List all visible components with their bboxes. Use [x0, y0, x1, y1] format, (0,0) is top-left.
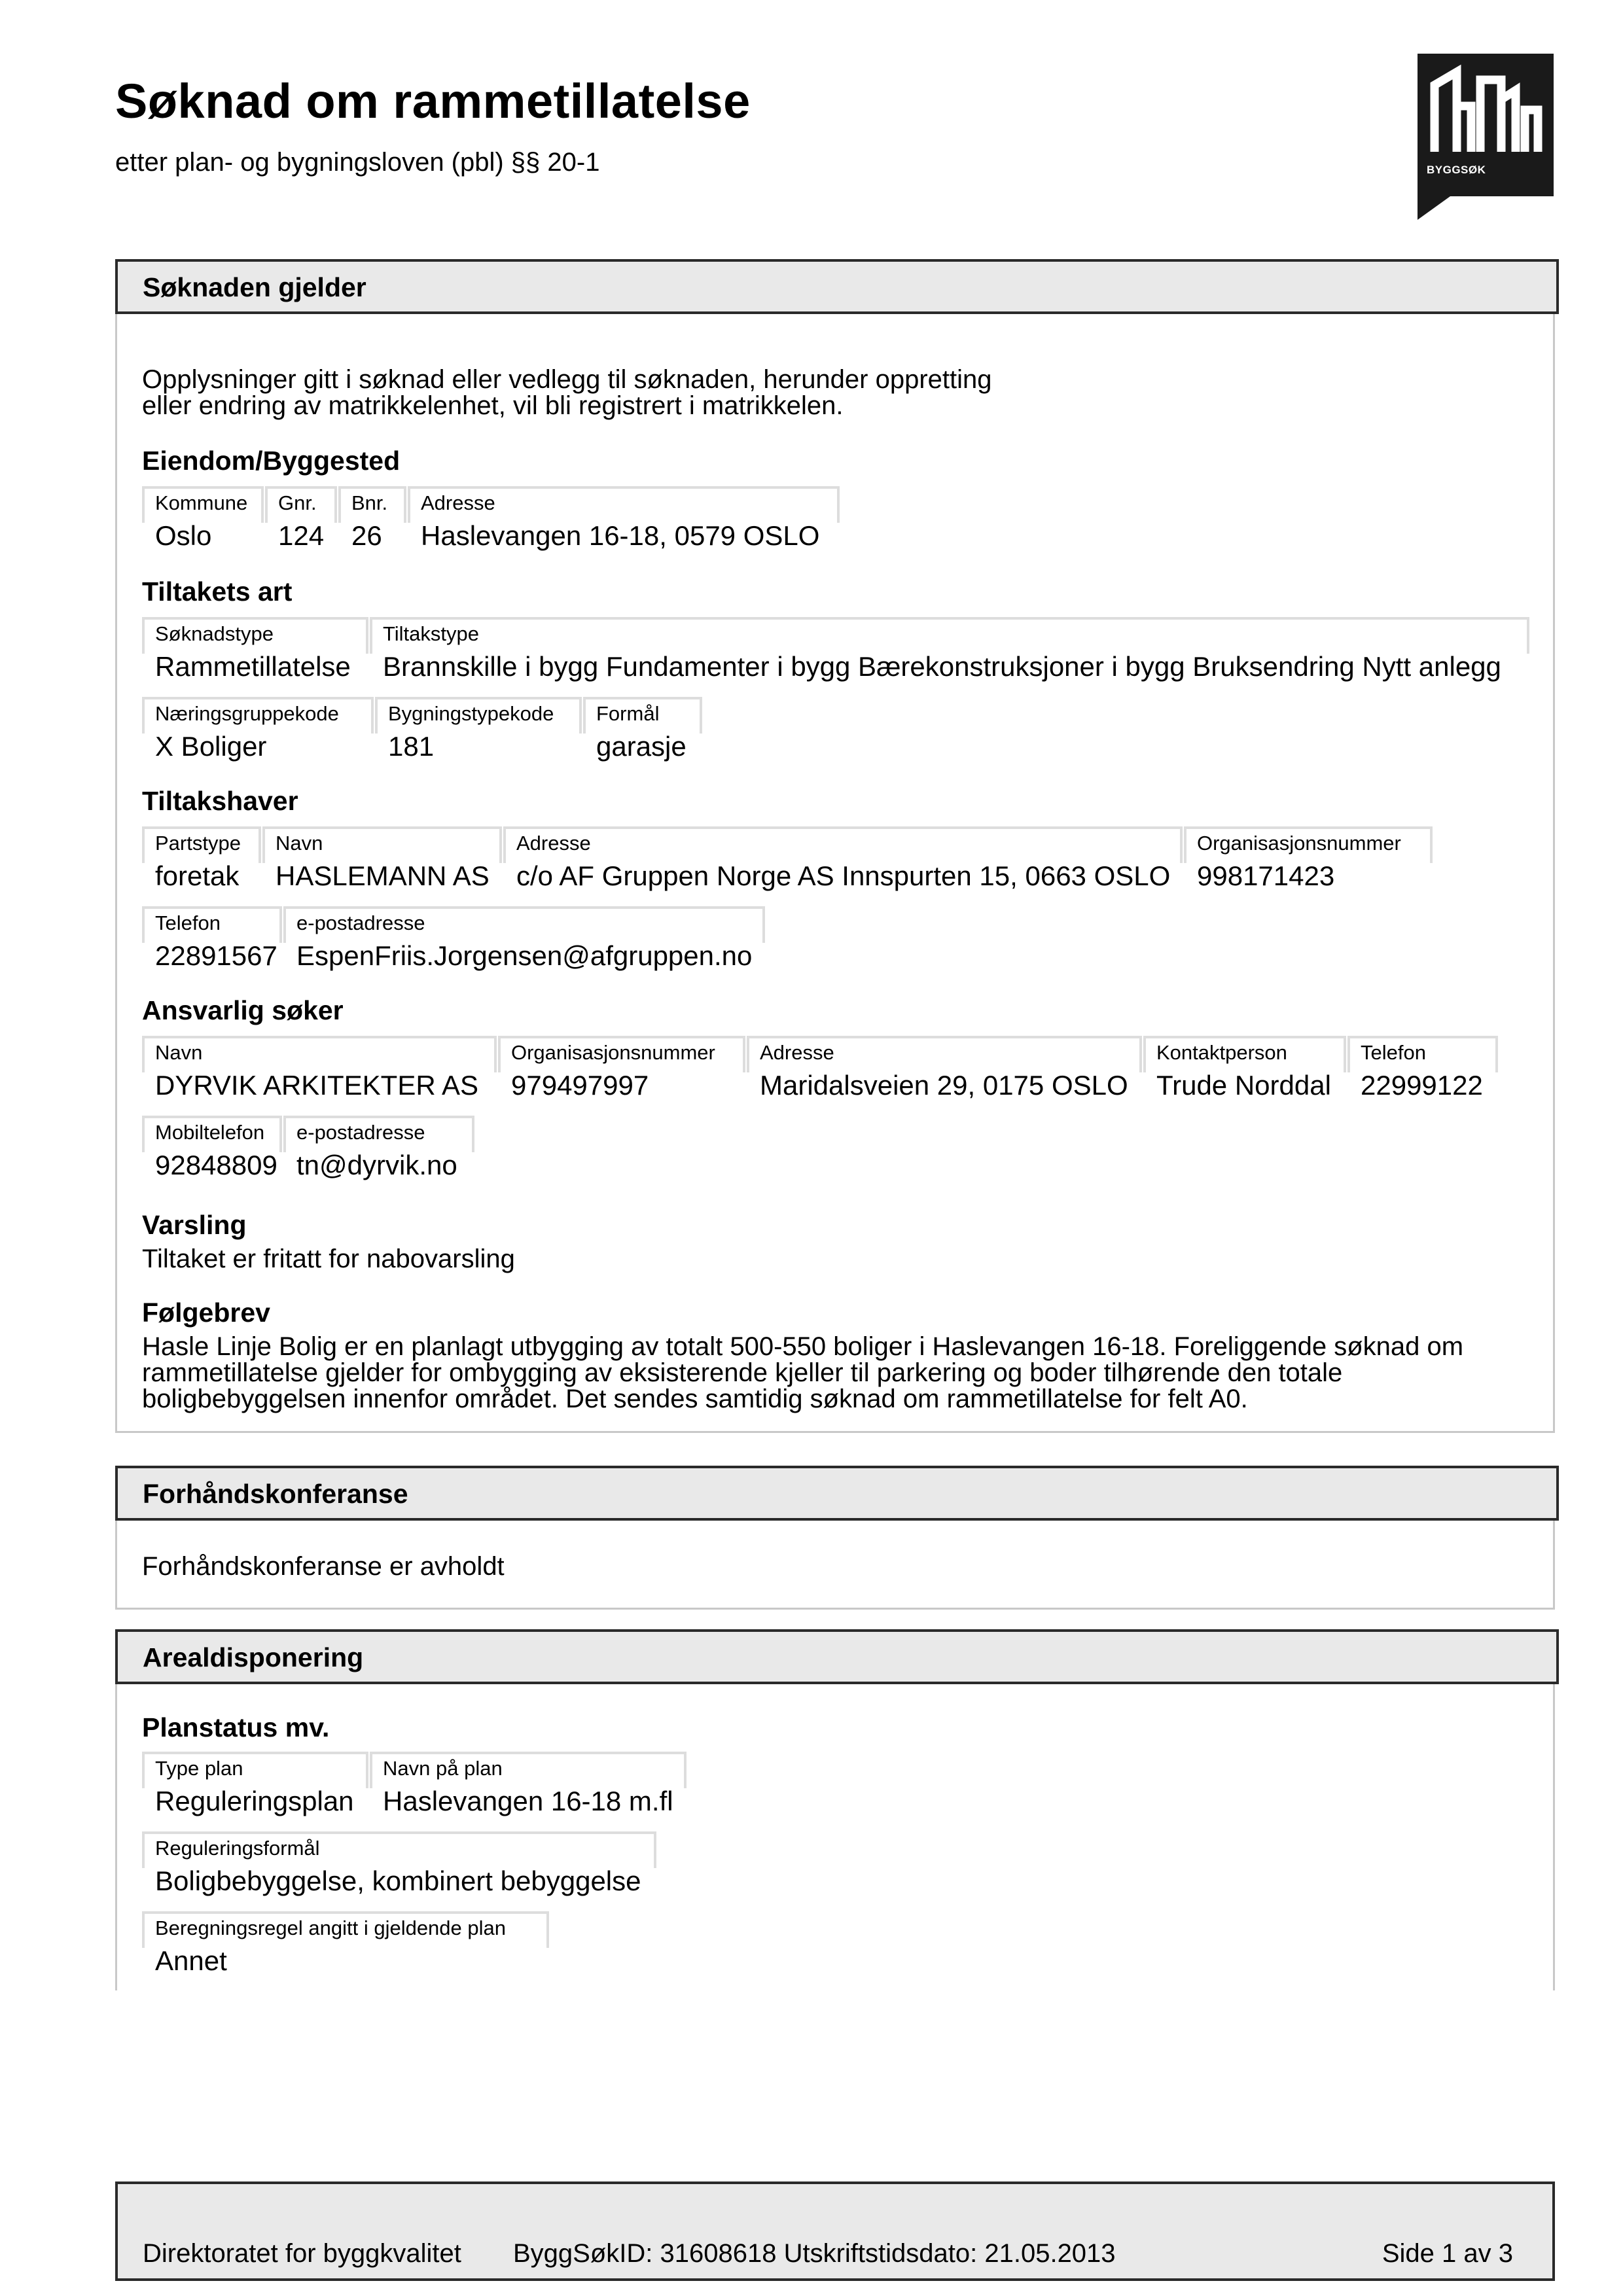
folgebrev-text-line3: boligbebyggelsen innenfor området. Det sendes samtidig søknad om rammetillatelse for felt A0. [142, 1385, 1248, 1413]
field-type-plan [142, 1752, 368, 1814]
field-beregningsregel [142, 1911, 549, 1974]
field-partstype [142, 826, 261, 889]
field-naeringsgruppekode [142, 697, 374, 760]
field-adresse [408, 486, 840, 549]
folgebrev-text-line2: rammetillatelse gjelder for ombygging av eksisterende kjeller til parkering og boder tilhørende den totale [142, 1358, 1343, 1387]
field-value: Boligbebyggelse, kombinert bebyggelse [155, 1865, 641, 1896]
field-label: Bygningstypekode [388, 702, 554, 725]
page-subtitle: etter plan- og bygningsloven (pbl) §§ 20-1 [115, 148, 600, 177]
field-label: Søknadstype [155, 622, 274, 645]
heading-folgebrev: Følgebrev [142, 1298, 270, 1328]
byggsok-logo [1418, 54, 1554, 196]
field-kontaktperson [1143, 1036, 1346, 1099]
field-value: 979497997 [511, 1070, 649, 1101]
section-title: Forhåndskonferanse [143, 1479, 408, 1509]
field-bygningstypekode [375, 697, 582, 760]
field-kommune [142, 486, 264, 549]
field-label: Reguleringsformål [155, 1837, 320, 1860]
field-value: Haslevangen 16-18 m.fl [383, 1786, 673, 1816]
field-label: e-postadresse [296, 1121, 425, 1144]
field-value: Reguleringsplan [155, 1786, 354, 1816]
logo-text: BYGGSØK [1427, 164, 1486, 176]
folgebrev-text-line1: Hasle Linje Bolig er en planlagt utbygging av totalt 500-550 boliger i Haslevangen 16-18. Foreliggende søknad om [142, 1332, 1464, 1361]
heading-tiltakshaver: Tiltakshaver [142, 786, 298, 816]
field-value: 998171423 [1197, 860, 1335, 891]
heading-varsling: Varsling [142, 1210, 247, 1240]
field-label: Telefon [155, 911, 221, 934]
page-title: Søknad om rammetillatelse [115, 74, 751, 128]
field-telefon [1347, 1036, 1498, 1099]
field-value: Brannskille i bygg Fundamenter i bygg Bærekonstruksjoner i bygg Bruksendring Nytt anlegg [383, 651, 1501, 682]
field-value: 92848809 [155, 1150, 277, 1180]
section-header [115, 1629, 1559, 1684]
field-epostadresse [283, 1116, 474, 1178]
field-value: Annet [155, 1945, 227, 1976]
field-organisasjonsnummer [498, 1036, 745, 1099]
section-header [115, 1466, 1559, 1521]
field-navn-pa-plan [370, 1752, 687, 1814]
field-value: 181 [388, 731, 435, 762]
field-label: Adresse [421, 491, 495, 514]
field-tiltakstype [370, 617, 1529, 680]
field-label: Navn på plan [383, 1757, 503, 1780]
field-label: Kontaktperson [1156, 1041, 1287, 1064]
field-value: foretak [155, 860, 240, 891]
field-gnr [265, 486, 337, 549]
field-value: EspenFriis.Jorgensen@afgruppen.no [296, 940, 753, 971]
footer-byggsok-id: ByggSøkID: 31608618 Utskriftstidsdato: 21.05.2013 [513, 2239, 1116, 2268]
field-value: Trude Norddal [1156, 1070, 1331, 1101]
field-value: 124 [278, 520, 325, 551]
field-adresse [503, 826, 1183, 889]
field-label: Næringsgruppekode [155, 702, 339, 725]
field-label: Kommune [155, 491, 248, 514]
field-value: tn@dyrvik.no [296, 1150, 457, 1180]
field-value: X Boliger [155, 731, 267, 762]
logo-mark-icon [1418, 54, 1554, 165]
field-reguleringsformal [142, 1831, 656, 1894]
field-label: Gnr. [278, 491, 317, 514]
field-adresse [747, 1036, 1142, 1099]
field-label: Navn [276, 832, 323, 855]
field-label: Formål [596, 702, 660, 725]
field-telefon [142, 906, 282, 969]
varsling-text: Tiltaket er fritatt for nabovarsling [142, 1245, 515, 1273]
heading-eiendom: Eiendom/Byggested [142, 446, 401, 476]
field-label: Mobiltelefon [155, 1121, 265, 1144]
heading-tiltakets-art: Tiltakets art [142, 576, 293, 607]
field-value: Rammetillatelse [155, 651, 351, 682]
field-label: Tiltakstype [383, 622, 480, 645]
field-value: Haslevangen 16-18, 0579 OSLO [421, 520, 820, 551]
field-value: DYRVIK ARKITEKTER AS [155, 1070, 479, 1101]
field-label: Beregningsregel angitt i gjeldende plan [155, 1916, 507, 1939]
section-title: Arealdisponering [143, 1642, 364, 1672]
field-value: HASLEMANN AS [276, 860, 490, 891]
field-value: 22891567 [155, 940, 277, 971]
footer-organization: Direktoratet for byggkvalitet [143, 2239, 461, 2268]
field-label: Adresse [760, 1041, 834, 1064]
page-footer [115, 2181, 1555, 2281]
field-label: Navn [155, 1041, 203, 1064]
field-value: Maridalsveien 29, 0175 OSLO [760, 1070, 1128, 1101]
field-bnr [338, 486, 406, 549]
section-header [115, 259, 1559, 314]
logo-tail [1418, 196, 1450, 220]
field-label: Organisasjonsnummer [511, 1041, 715, 1064]
field-value: c/o AF Gruppen Norge AS Innspurten 15, 0663 OSLO [516, 860, 1171, 891]
heading-planstatus: Planstatus mv. [142, 1712, 330, 1742]
field-label: Telefon [1361, 1041, 1426, 1064]
field-soknadstype [142, 617, 368, 680]
field-label: Adresse [516, 832, 591, 855]
field-value: Oslo [155, 520, 212, 551]
field-value: garasje [596, 731, 687, 762]
section-title: Søknaden gjelder [143, 272, 366, 302]
field-label: Partstype [155, 832, 241, 855]
field-epostadresse [283, 906, 765, 969]
section-forhandskonferanse [115, 1466, 1555, 1610]
field-label: Type plan [155, 1757, 243, 1780]
field-value: 22999122 [1361, 1070, 1483, 1101]
field-value: 26 [351, 520, 382, 551]
field-navn [262, 826, 502, 889]
field-organisasjonsnummer [1184, 826, 1433, 889]
footer-page-number: Side 1 av 3 [1382, 2239, 1513, 2268]
intro-text-line1: Opplysninger gitt i søknad eller vedlegg til søknaden, herunder oppretting [142, 365, 992, 394]
field-label: e-postadresse [296, 911, 425, 934]
section-soknaden-gjelder [115, 259, 1555, 1433]
field-navn [142, 1036, 497, 1099]
forhandskonferanse-text: Forhåndskonferanse er avholdt [142, 1552, 505, 1581]
heading-ansvarlig-soker: Ansvarlig søker [142, 995, 344, 1025]
intro-text-line2: eller endring av matrikkelenhet, vil bli registrert i matrikkelen. [142, 391, 844, 420]
section-arealdisponering [115, 1629, 1555, 1990]
field-label: Organisasjonsnummer [1197, 832, 1401, 855]
field-label: Bnr. [351, 491, 388, 514]
field-mobiltelefon [142, 1116, 282, 1178]
field-formal [583, 697, 702, 760]
